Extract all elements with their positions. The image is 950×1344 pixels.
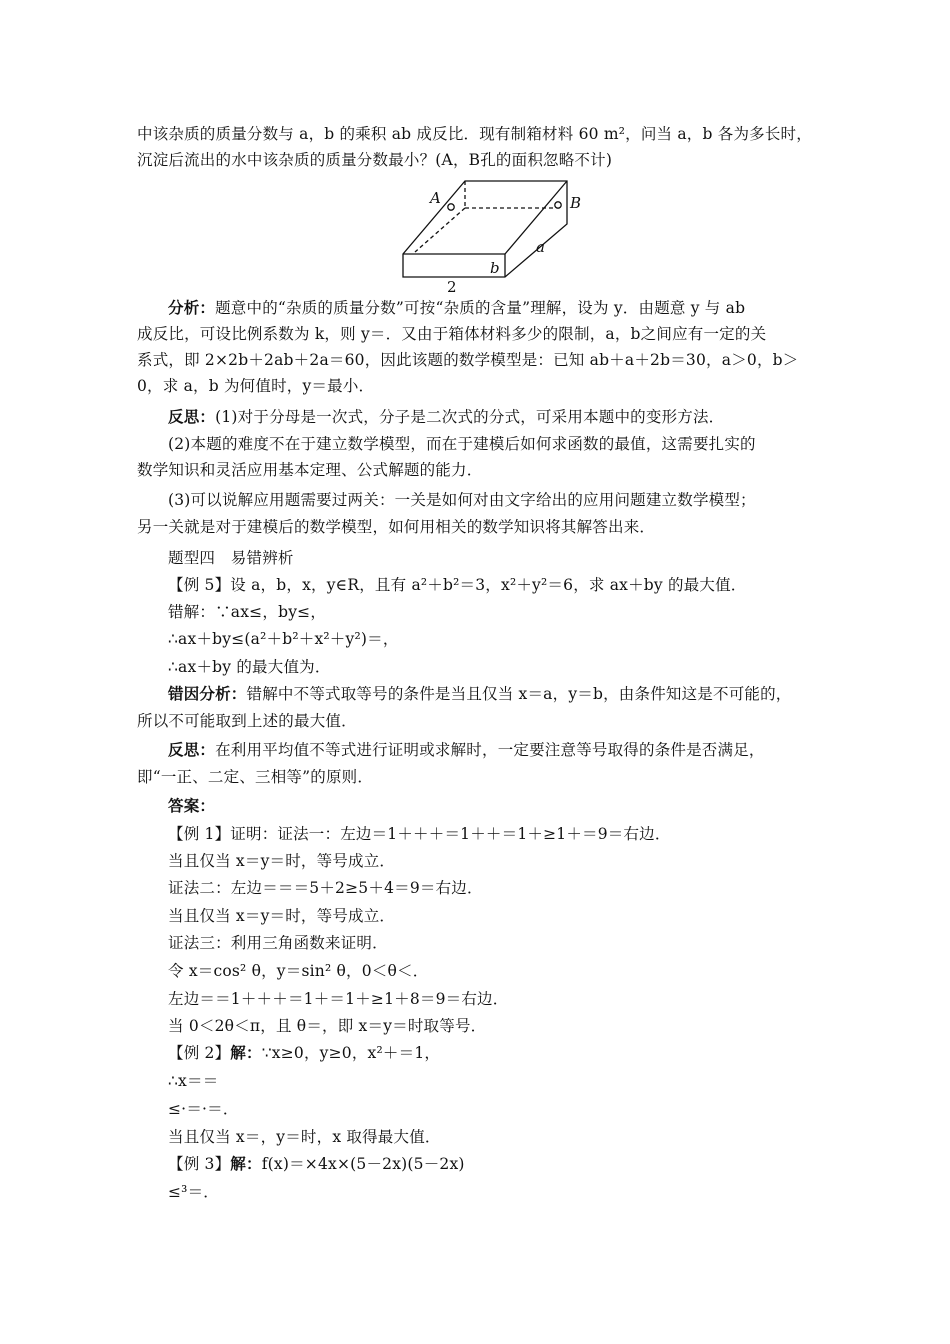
text-line: 当 0＜2θ＜π，且 θ＝，即 x＝y＝时取等号． <box>168 1017 487 1035</box>
text-line: 即“一正、二定、三相等”的原则． <box>137 768 374 786</box>
example-3: 【例 3】解：f(x)＝×4x×(5－2x)(5－2x) <box>168 1154 465 1173</box>
label-A: A <box>430 189 441 207</box>
example-1: 【例 1】证明：证法一：左边＝1＋＋＋＝1＋＋＝1＋≥1＋＝9＝右边． <box>168 825 671 843</box>
text-line: 证法二：左边＝＝＝5＋2≥5＋4＝9＝右边． <box>168 879 483 897</box>
text-line: 错解：∵ax≤，by≤， <box>168 603 327 621</box>
text-line: (2)本题的难度不在于建立数学模型，而在于建模后如何求函数的最值，这需要扎实的 <box>168 435 756 453</box>
hidden-edge <box>415 208 465 252</box>
text-line: ∴ax＋by 的最大值为． <box>168 658 331 676</box>
error-analysis-line: 错因分析：错解中不等式取等号的条件是当且仅当 x＝a，y＝b，由条件知这是不可能的， <box>168 684 792 703</box>
text-line: 所以不可能取到上述的最大值． <box>137 712 357 730</box>
text-line: (3)可以说解应用题需要过两关：一关是如何对由文字给出的应用问题建立数学模型； <box>168 491 756 509</box>
text-line: 数学知识和灵活应用基本定理、公式解题的能力． <box>137 461 483 479</box>
text-line: 当且仅当 x＝y＝时，等号成立． <box>168 852 396 870</box>
text-line: ∴x＝＝ <box>168 1072 219 1090</box>
text-line: 成反比，可设比例系数为 k，则 y＝．又由于箱体材料多少的限制，a，b之间应有一定的关 <box>137 325 767 343</box>
text-line: 另一关就是对于建模后的数学模型，如何用相关的数学知识将其解答出来． <box>137 518 656 536</box>
reflection-line: 反思：(1)对于分母是一次式，分子是二次式的分式，可采用本题中的变形方法． <box>168 407 725 426</box>
text-line: ≤·＝·＝． <box>168 1100 239 1118</box>
text-line: 中该杂质的质量分数与 a，b 的乘积 ab 成反比．现有制箱材料 60 m²，问当 a，b 各为多长时， <box>137 125 812 143</box>
reflection-line: 反思：在利用平均值不等式进行证明或求解时，一定要注意等号取得的条件是否满足， <box>168 740 765 759</box>
label-2: 2 <box>447 278 457 294</box>
error-analysis-label: 错因分析： <box>168 684 247 703</box>
label-b: b <box>490 259 500 277</box>
text-line: ≤³＝． <box>168 1183 220 1201</box>
text-line: 证法三：利用三角函数来证明． <box>168 934 388 952</box>
example-5: 【例 5】设 a，b，x，y∈R，且有 a²＋b²＝3，x²＋y²＝6，求 ax＋by 的最大值． <box>168 576 747 594</box>
analysis-line: 分析：题意中的“杂质的质量分数”可按“杂质的含量”理解，设为 y．由题意 y 与 ab <box>168 298 746 317</box>
label-a: a <box>536 238 545 256</box>
label-B: B <box>570 194 582 212</box>
text-line: 当且仅当 x＝y＝时，等号成立． <box>168 907 396 925</box>
text-line: 系式，即 2×2b＋2ab＋2a＝60，因此该题的数学模型是：已知 ab＋a＋2b＝30，a＞0，b＞ <box>137 351 799 369</box>
hole-b-icon <box>555 202 561 208</box>
section-heading: 题型四 易错辨析 <box>168 549 294 567</box>
text-line: 当且仅当 x＝，y＝时，x 取得最大值． <box>168 1128 441 1146</box>
reflection-label: 反思： <box>168 407 216 426</box>
text-line: 沉淀后流出的水中该杂质的质量分数最小？(A，B孔的面积忽略不计) <box>137 151 613 169</box>
text-line: ∴ax＋by≤(a²＋b²＋x²＋y²)＝， <box>168 630 399 648</box>
text-line: 0，求 a，b 为何值时，y＝最小． <box>137 377 375 395</box>
reflection-label: 反思： <box>168 740 216 759</box>
text-line: 令 x＝cos² θ，y＝sin² θ，0＜θ＜． <box>168 962 429 980</box>
example-2: 【例 2】解：∵x≥0，y≥0，x²＋＝1， <box>168 1043 441 1062</box>
analysis-label: 分析： <box>168 298 216 317</box>
answers-heading: 答案： <box>168 796 216 815</box>
text-line: 左边＝＝1＋＋＋＝1＋＝1＋≥1＋8＝9＝右边． <box>168 990 509 1008</box>
hole-a-icon <box>448 204 454 210</box>
box-figure <box>395 176 595 294</box>
box-outline <box>403 181 567 277</box>
